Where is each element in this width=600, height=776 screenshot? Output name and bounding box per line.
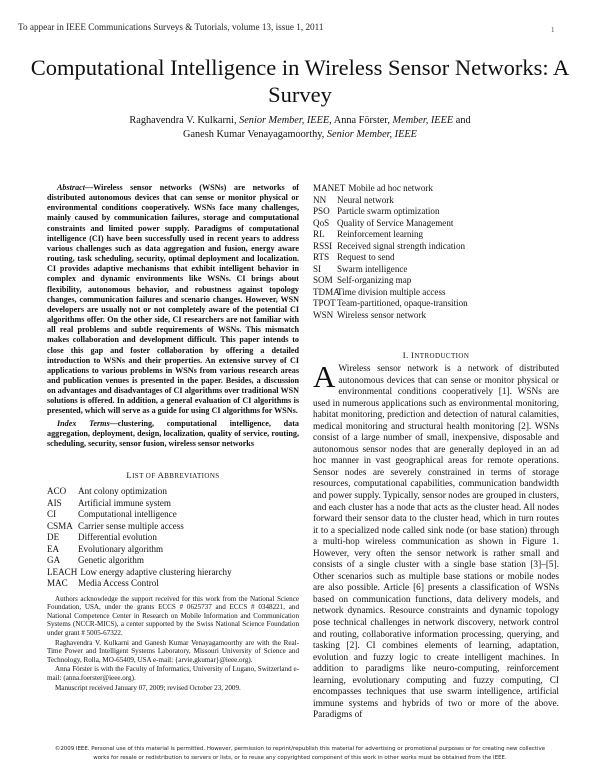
abbreviation-meaning: Artificial immune system (78, 497, 171, 508)
authors-line-2: Ganesh Kumar Venayagamoorthy, Senior Member, IEEE (183, 129, 417, 140)
abbreviation-meaning: Particle swarm optimization (337, 206, 440, 216)
abbreviation-term: RSSI (313, 240, 333, 251)
abbreviation-meaning: Media Access Control (78, 578, 159, 589)
abbreviation-meaning: Received signal strength indication (337, 240, 466, 251)
abbreviation-term: CI (47, 509, 57, 520)
footer-line-1: ©2009 IEEE. Personal use of this material is permitted. However, permission to reprint/republish this material for advertising or promotional purposes or for creating new collective (54, 746, 546, 752)
page-number: 1 (551, 26, 555, 34)
abbreviation-term: GA (47, 555, 61, 566)
abbreviation-row (47, 544, 299, 556)
abbreviation-term: SI (313, 263, 322, 274)
abbreviation-row (47, 521, 299, 533)
abbreviation-row (47, 578, 299, 590)
abbreviation-row (313, 275, 559, 287)
abstract (47, 183, 299, 417)
abbreviation-term: DE (47, 532, 60, 543)
abbreviation-term: RTS (313, 252, 330, 262)
footnotes (47, 595, 299, 693)
abbreviation-meaning: Differential evolution (78, 532, 157, 543)
abbreviation-meaning: Carrier sense multiple access (78, 520, 184, 531)
abbreviation-row (313, 252, 559, 264)
abbreviation-meaning: Wireless sensor network (337, 309, 427, 320)
abbreviation-row (47, 498, 299, 510)
abbreviation-term: LEACH (47, 566, 78, 577)
right-column (313, 183, 559, 722)
left-column (47, 183, 299, 693)
index-terms (47, 419, 299, 449)
abbreviation-row (313, 298, 559, 310)
footnote: Anna Förster is with the Faculty of Informatics, University of Lugano, Switzerland e-mail: (anna.foerster@ieee.org). (47, 665, 299, 682)
abbreviation-row (47, 532, 299, 544)
abbreviation-row (313, 206, 559, 218)
abbreviations-list-left (47, 486, 299, 590)
authors-line-1: Raghavendra V. Kulkarni, Senior Member, IEEE, Anna Förster, Member, IEEE and (129, 115, 471, 126)
abbreviations-heading: LIST OF ABBREVIATIONS (126, 470, 220, 481)
abbreviation-row (313, 229, 559, 241)
footer-line-2: works for resale or redistribution to servers or lists, or to reuse any copyrighted component of this work in other works must be obtained from the IEEE. (93, 755, 507, 761)
abbreviation-meaning: Swarm intelligence (337, 263, 408, 274)
abbreviation-term: TPOT (313, 298, 336, 308)
introduction-text (313, 359, 559, 722)
abbreviation-meaning: Reinforcement learning (337, 229, 424, 239)
abbreviation-meaning: Time division multiple access (337, 286, 446, 297)
abbreviation-row (313, 310, 559, 322)
footnote: Authors acknowledge the support received for this work from the National Science Foundation, USA, under the grants ECCS # 0625737 and ECCS # 0348221, and National Competence Center in Research on Mobile Information and Communication Systems (NCCR-MICS), a center supported by the Swiss National Science Foundation under grant # 5005-67322. (47, 594, 299, 637)
abbreviation-row (47, 555, 299, 567)
abbreviation-meaning: Ant colony optimization (78, 486, 167, 497)
copyright-footer (0, 745, 600, 763)
abbreviation-row (313, 241, 559, 253)
abbreviation-row (313, 287, 559, 299)
index-terms-text: —clustering, computational intelligence, data aggregation, deployment, design, localization, quality of service, routing, scheduling, security, sensor fusion, wireless sensor networks (47, 418, 299, 448)
abbreviations-list-right (313, 183, 559, 321)
abbreviation-meaning: Neural network (337, 194, 394, 205)
paper-title: Computational Intelligence in Wireless Sensor Networks: A Survey (30, 55, 570, 107)
abstract-text: —Wireless sensor networks (WSNs) are networks of distributed autonomous devices that can sense or monitor physical or environmental conditions cooperatively. WSNs face many challenges, mainly caused by communication failures, storage and computational constraints and limited power supply. Paradigms of computational intelligence (CI) have been successfully used in recent years to address various challenges such as data aggregation and fusion, energy aware routing, task scheduling, security, optimal deployment and localization. CI provides adaptive mechanisms that exhibit intelligent behavior in complex and dynamic environments like WSNs. CI brings about flexibility, autonomous behavior, and robustness against topology changes, communication failures and scenario changes. However, WSN developers are usually not or not completely aware of the potential CI algorithms offer. On the other side, CI researchers are not familiar with all real problems and subtle requirements of WSNs. This mismatch makes collaboration and development difficult. This paper intends to close this gap and foster collaboration by offering a detailed introduction to WSNs and their properties. An extensive survey of CI applications to various problems in WSNs from various research areas and publication venues is presented in the paper. Besides, a discussion on advantages and disadvantages of CI algorithms over traditional WSN solutions is offered. In addition, a general evaluation of CI algorithms is presented, which will serve as a guide for using CI algorithms for WSNs. (47, 183, 299, 416)
abbreviation-meaning: Team-partitioned, opaque-transition (337, 298, 468, 308)
introduction-body: Wireless sensor network is a network of distributed autonomous devices that can sense or monitor physical or environmental conditions cooperatively [1]. WSNs are used in numerous applications such as environmental monitoring, habitat monitoring, prediction and detection of natural calamities, medical monitoring and structural health monitoring [2]. WSNs consist of a large number of small, inexpensive, disposable and autonomous sensor nodes that are generally deployed in an ad hoc manner in vast geographical areas for remote operations. Sensor nodes are severely constrained in terms of storage resources, computational capabilities, communication bandwidth and power supply. Typically, sensor nodes are grouped in clusters, and each cluster has a node that acts as the cluster head. All nodes forward their sensor data to the cluster head, which in turn routes it to a specialized node called sink node (or base station) through a multi-hop wireless communication as shown in Figure 1. However, very often the sensor network is rather small and consists of a single cluster with a single base station [3]–[5]. Other scenarios such as multiple base stations or mobile nodes are also possible. Article [6] presents a classification of WSNs based on communication functions, data delivery models, and network dynamics. Resource constraints and dynamic topology pose technical challenges in network discovery, network control and routing, collaborative information processing, querying, and tasking [2]. CI combines elements of learning, adaptation, evolution and fuzzy logic to create intelligent machines. In addition to paradigms like neuro-computing, reinforcement learning, evolutionary computing and fuzzy computing, CI encompasses techniques that use swarm intelligence, artificial immune systems and hybrids of two or more of the above. Paradigms of (313, 364, 559, 721)
abbreviation-meaning: Low energy adaptive clustering hierarchy (80, 566, 232, 577)
abbreviation-meaning: Evolutionary algorithm (78, 543, 164, 554)
abbreviation-row (47, 567, 299, 579)
abbreviation-term: MAC (47, 578, 68, 589)
abbreviation-row (47, 509, 299, 521)
abstract-label: Abstract (57, 183, 85, 192)
abbreviation-row (313, 218, 559, 230)
dropcap-letter: A (313, 359, 336, 394)
abbreviation-term: RL (313, 229, 325, 239)
footnote: Manuscript received January 07, 2009; revised October 23, 2009. (55, 683, 241, 692)
abbreviation-meaning: Computational intelligence (78, 509, 177, 520)
abbreviation-row (313, 183, 559, 195)
running-head: To appear in IEEE Communications Surveys & Tutorials, volume 13, issue 1, 2011 (18, 22, 324, 32)
abbreviation-meaning: Genetic algorithm (78, 555, 144, 566)
abbreviation-term: NN (313, 194, 327, 205)
abbreviation-row (313, 264, 559, 276)
author-list (30, 114, 570, 142)
footnote: Raghavendra V. Kulkarni and Ganesh Kumar Venayagamoorthy are with the Real-Time Power and Intelligent Systems Laboratory, Missouri University of Science and Technology, Rolla, MO-65409, USA e-mail: {arvie,gkumar}@ieee.org). (47, 638, 299, 664)
abbreviation-term: CSMA (47, 520, 73, 531)
abbreviation-term: ACO (47, 486, 67, 497)
abbreviation-meaning: Self-organizing map (337, 275, 412, 285)
abbreviation-meaning: Mobile ad hoc network (348, 183, 433, 193)
abbreviation-term: AIS (47, 497, 62, 508)
abbreviation-term: PSO (313, 206, 330, 216)
index-terms-label: Index Terms (57, 418, 110, 428)
abbreviation-term: SOM (313, 275, 333, 285)
abbreviation-term: QoS (313, 217, 330, 228)
abbreviation-term: EA (47, 543, 60, 554)
abbreviation-row (47, 486, 299, 498)
abbreviation-term: MANET (313, 183, 346, 193)
abbreviation-term: TDMA (313, 286, 340, 297)
abbreviation-meaning: Request to send (337, 252, 395, 262)
introduction-heading: I. INTRODUCTION (402, 350, 470, 360)
abbreviation-row (313, 195, 559, 207)
abbreviation-term: WSN (313, 309, 334, 320)
abbreviation-meaning: Quality of Service Management (337, 217, 454, 228)
